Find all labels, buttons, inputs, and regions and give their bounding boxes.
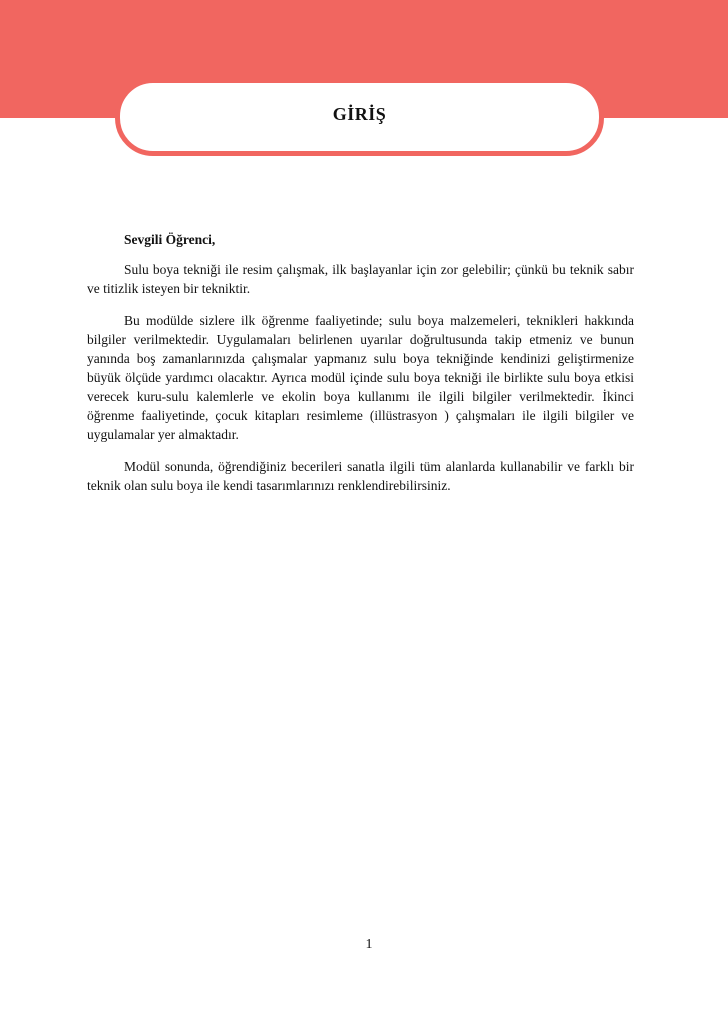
page-number: 1 [365, 937, 373, 952]
paragraph-module-content: Bu modülde sizlere ilk öğrenme faaliyetinde; sulu boya malzemeleri, teknikleri hakkında bilgiler verilmektedir. Uygulamaları belirlenen uyarılar doğrultusunda takip etmeniz ve bunun yanında boş zamanlarınızda çalışmalar yapmanız sulu boya tekniğinde kendinizi geliştirmenize büyük ölçüde yardımcı olacaktır. Ayrıca modül içinde sulu boya tekniği ile birlikte sulu boya etkisi verecek kuru-sulu kalemlerle ve ekolin boya kullanımı ile ilgili bilgiler verilmektedir. İkinci öğrenme faaliyetinde, çocuk kitapları resimleme (illüstrasyon ) çalışmaları ile ilgili bilgiler ve uygulamalar yer almaktadır. [87, 313, 634, 442]
page-title: GİRİŞ [332, 104, 387, 124]
paragraph-intro: Sulu boya tekniği ile resim çalışmak, ilk başlayanlar için zor gelebilir; çünkü bu teknik sabır ve titizlik isteyen bir tekniktir. [87, 262, 634, 296]
paragraph-conclusion: Modül sonunda, öğrendiğiniz becerileri sanatla ilgili tüm alanlarda kullanabilir ve farklı bir teknik olan sulu boya ile kendi tasarımlarınızı renklendirebilirsiniz. [87, 459, 634, 493]
title-box [115, 78, 604, 156]
greeting: Sevgili Öğrenci, [124, 232, 216, 247]
document-body [87, 230, 634, 508]
